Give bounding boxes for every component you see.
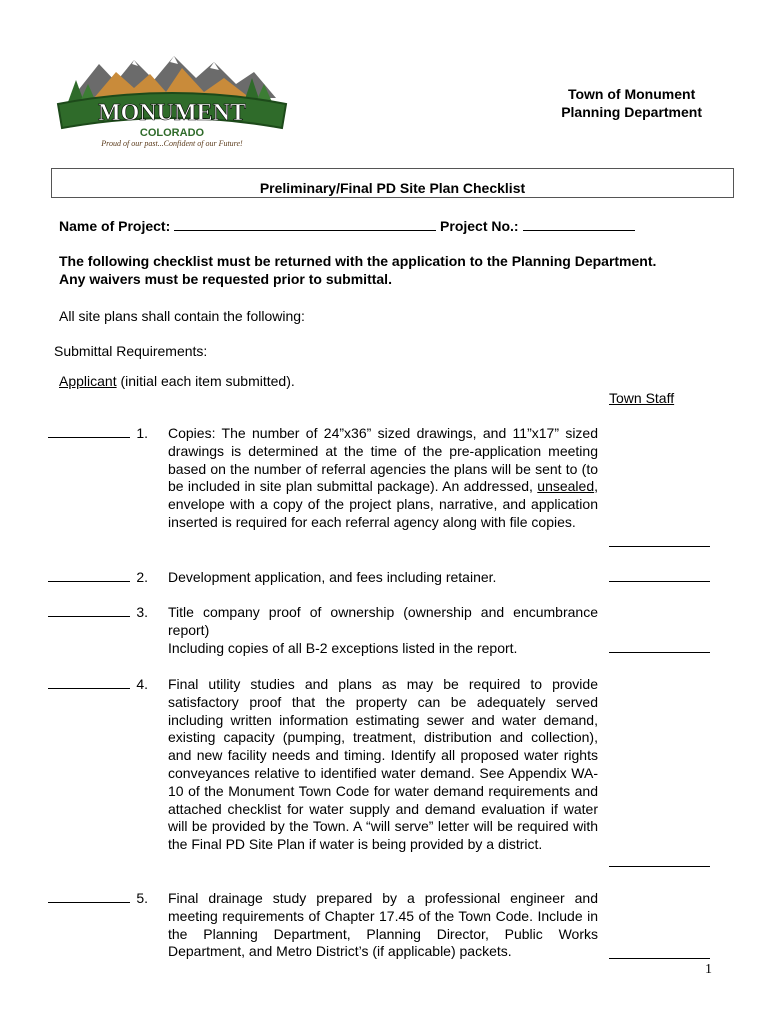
- applicant-initial-line-3[interactable]: [48, 616, 130, 617]
- item-number: 2.: [136, 569, 148, 585]
- submittal-heading: Submittal Requirements:: [54, 343, 208, 359]
- staff-initial-line-5[interactable]: [609, 958, 710, 959]
- item-number: 3.: [136, 604, 148, 620]
- department-name: Planning Department: [561, 104, 702, 120]
- project-info-line: [59, 217, 635, 234]
- staff-initial-line-2[interactable]: [609, 581, 710, 582]
- department-header: [561, 85, 702, 121]
- checklist-item-1: Copies: The number of 24”x36” sized drawings, and 11”x17” sized drawings is determined at the time of the pre-application meeting based on the number of referral agencies the plans will be sent to (to be included in site plan submittal package). An addressed, unsealed, envelope with a copy of the project plans, narrative, and application inserted is required for each referral agency along with file copies.: [168, 425, 598, 530]
- project-name-label: Name of Project:: [59, 218, 171, 234]
- checklist-item-5: Final drainage study prepared by a professional engineer and meeting requirements of Chapter 17.45 of the Town Code. Include in the Planning Department, Planning Director, Public Works Department, and Metro District’s (if applicable) packets.: [168, 890, 598, 960]
- applicant-label: Applicant: [59, 373, 117, 389]
- svg-text:MONUMENT: MONUMENT: [98, 100, 246, 126]
- applicant-initial-line-2[interactable]: [48, 581, 130, 582]
- notice-line-2: Any waivers must be requested prior to submittal.: [59, 271, 392, 287]
- town-logo: [54, 52, 290, 148]
- notice-line-1: The following checklist must be returned with the application to the Planning Department.: [59, 253, 657, 269]
- checklist-item-4: Final utility studies and plans as may be required to provide satisfactory proof that the property can be adequately served including written information estimating sewer and water demand, existing capacity (pumping, treatment, distribution and collection), and new facility needs and timing. Identify all proposed water rights conveyances relative to identified water demand. See Appendix WA-10 of the Monument Town Code for water demand requirements and attached checklist for water supply and demand evaluation if water will be provided by the Town. A “will serve” letter will be required with the Final PD Site Plan if water is being provided by a district.: [168, 676, 598, 853]
- intro-text: All site plans shall contain the following:: [59, 308, 305, 324]
- monument-logo-graphic: [54, 52, 290, 148]
- notice-block: [59, 252, 729, 288]
- applicant-initial-line-4[interactable]: [48, 688, 130, 689]
- town-staff-label: Town Staff: [609, 390, 675, 406]
- item-number: 1.: [136, 425, 148, 441]
- project-no-field[interactable]: [523, 217, 635, 231]
- item-number: 5.: [136, 890, 148, 906]
- applicant-instruction: [59, 372, 295, 390]
- applicant-initial-line-1[interactable]: [48, 437, 130, 438]
- applicant-initial-line-5[interactable]: [48, 902, 130, 903]
- applicant-note: (initial each item submitted).: [116, 373, 295, 389]
- staff-initial-line-3[interactable]: [609, 652, 710, 653]
- svg-text:COLORADO: COLORADO: [139, 127, 205, 139]
- unsealed-emphasis: unsealed: [537, 478, 595, 495]
- form-title: Preliminary/Final PD Site Plan Checklist: [259, 180, 526, 196]
- staff-initial-line-1[interactable]: [609, 546, 710, 547]
- checklist-item-3: Title company proof of ownership (ownership and encumbrance report) Including copies of all B-2 exceptions listed in the report.: [168, 604, 598, 656]
- page-number: 1: [705, 962, 712, 977]
- project-no-label: Project No.:: [440, 218, 519, 234]
- town-name: Town of Monument: [567, 86, 696, 102]
- item-number: 4.: [136, 676, 148, 692]
- svg-text:Proud of our past...Confident: Proud of our past...Confident of our Future!: [101, 139, 243, 148]
- checklist-item-2: Development application, and fees including retainer.: [168, 569, 497, 585]
- staff-initial-line-4[interactable]: [609, 866, 710, 867]
- project-name-field[interactable]: [174, 217, 436, 231]
